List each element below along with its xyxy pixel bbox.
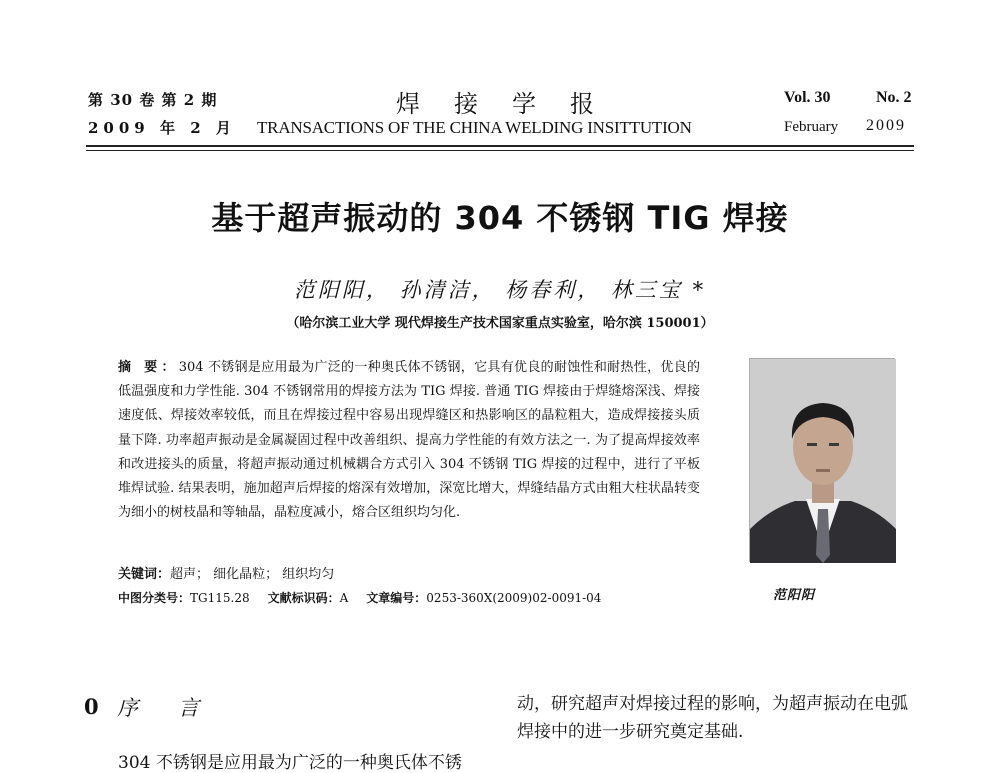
abstract (118, 356, 700, 525)
portrait-image (750, 359, 896, 563)
volume-en: Vol. 30 (784, 89, 831, 106)
body-left-column-line: 304 不锈钢是应用最为广泛的一种奥氏体不锈 (118, 753, 462, 773)
year-en: 2009 (866, 117, 906, 134)
doc-code-value: A (339, 591, 349, 605)
article-number-value: 0253-360X(2009)02-0091-04 (426, 591, 602, 605)
clc-label: 中图分类号： (118, 591, 191, 605)
author-list: 范阳阳， 孙清洁， 杨春利， 林三宝 * (293, 278, 707, 302)
body-right-column (517, 690, 917, 746)
section-title: 序言 (117, 696, 239, 720)
classification-line (118, 589, 601, 606)
abstract-text: 304 不锈钢是应用最为广泛的一种奥氏体不锈钢，它具有优良的耐蚀性和耐热性，优良的低温强度和力学性能. 304 不锈钢常用的焊接方法为 TIG 焊接. 普通 TIG 焊接由于焊缝熔深浅、焊接速度低、焊接效率较低，而且在焊接过程中容易出现焊缝区和热影响区的晶粒粗大，造成焊接接头质量下降. 功率超声振动是金属凝固过程中改善组织、提高力学性能的有效方法之一. 为了提高焊接效率和改进接头的质量，将超声振动通过机械耦合方式引入 304 不锈钢 TIG 焊接的过程中，进行了平板堆焊试验. 结果表明，施加超声后焊接的熔深有效增加，深宽比增大，焊缝结晶方式由粗大柱状晶转变为细小的树枝晶和等轴晶，晶粒度减小，熔合区组织均匀化. (118, 360, 700, 521)
body-line: 焊接中的进一步研究奠定基础. (517, 722, 744, 742)
body-line: 动，研究超声对焊接过程的影响，为超声振动在电弧 (517, 694, 908, 714)
header-rule-thin (86, 150, 914, 151)
keywords-text: 超声； 细化晶粒； 组织均匀 (170, 567, 335, 582)
clc-value: TG115.28 (190, 591, 250, 605)
section-number: 0 (84, 694, 99, 719)
abstract-label: 摘 要： (118, 360, 179, 375)
photo-caption: 范阳阳 (773, 588, 816, 603)
article-number-label: 文章编号： (366, 591, 427, 605)
volume-issue-cn: 第 30 卷 第 2 期 (88, 91, 218, 109)
header-rule-thick (86, 145, 914, 147)
keywords-label: 关键词： (118, 567, 171, 582)
journal-title-cn: 焊接学报 (396, 90, 628, 118)
date-cn: 2009 年 2 月 (88, 119, 236, 137)
paper-title: 基于超声振动的 304 不锈钢 TIG 焊接 (211, 199, 789, 237)
month-en: February (784, 119, 839, 135)
issue-en: No. 2 (876, 89, 912, 106)
author-photo (749, 358, 895, 562)
affiliation: （哈尔滨工业大学 现代焊接生产技术国家重点实验室，哈尔滨 150001） (286, 316, 714, 331)
keywords (118, 563, 334, 582)
journal-title-en: TRANSACTIONS OF THE CHINA WELDING INSITTUTION (257, 118, 692, 137)
doc-code-label: 文献标识码： (267, 591, 340, 605)
